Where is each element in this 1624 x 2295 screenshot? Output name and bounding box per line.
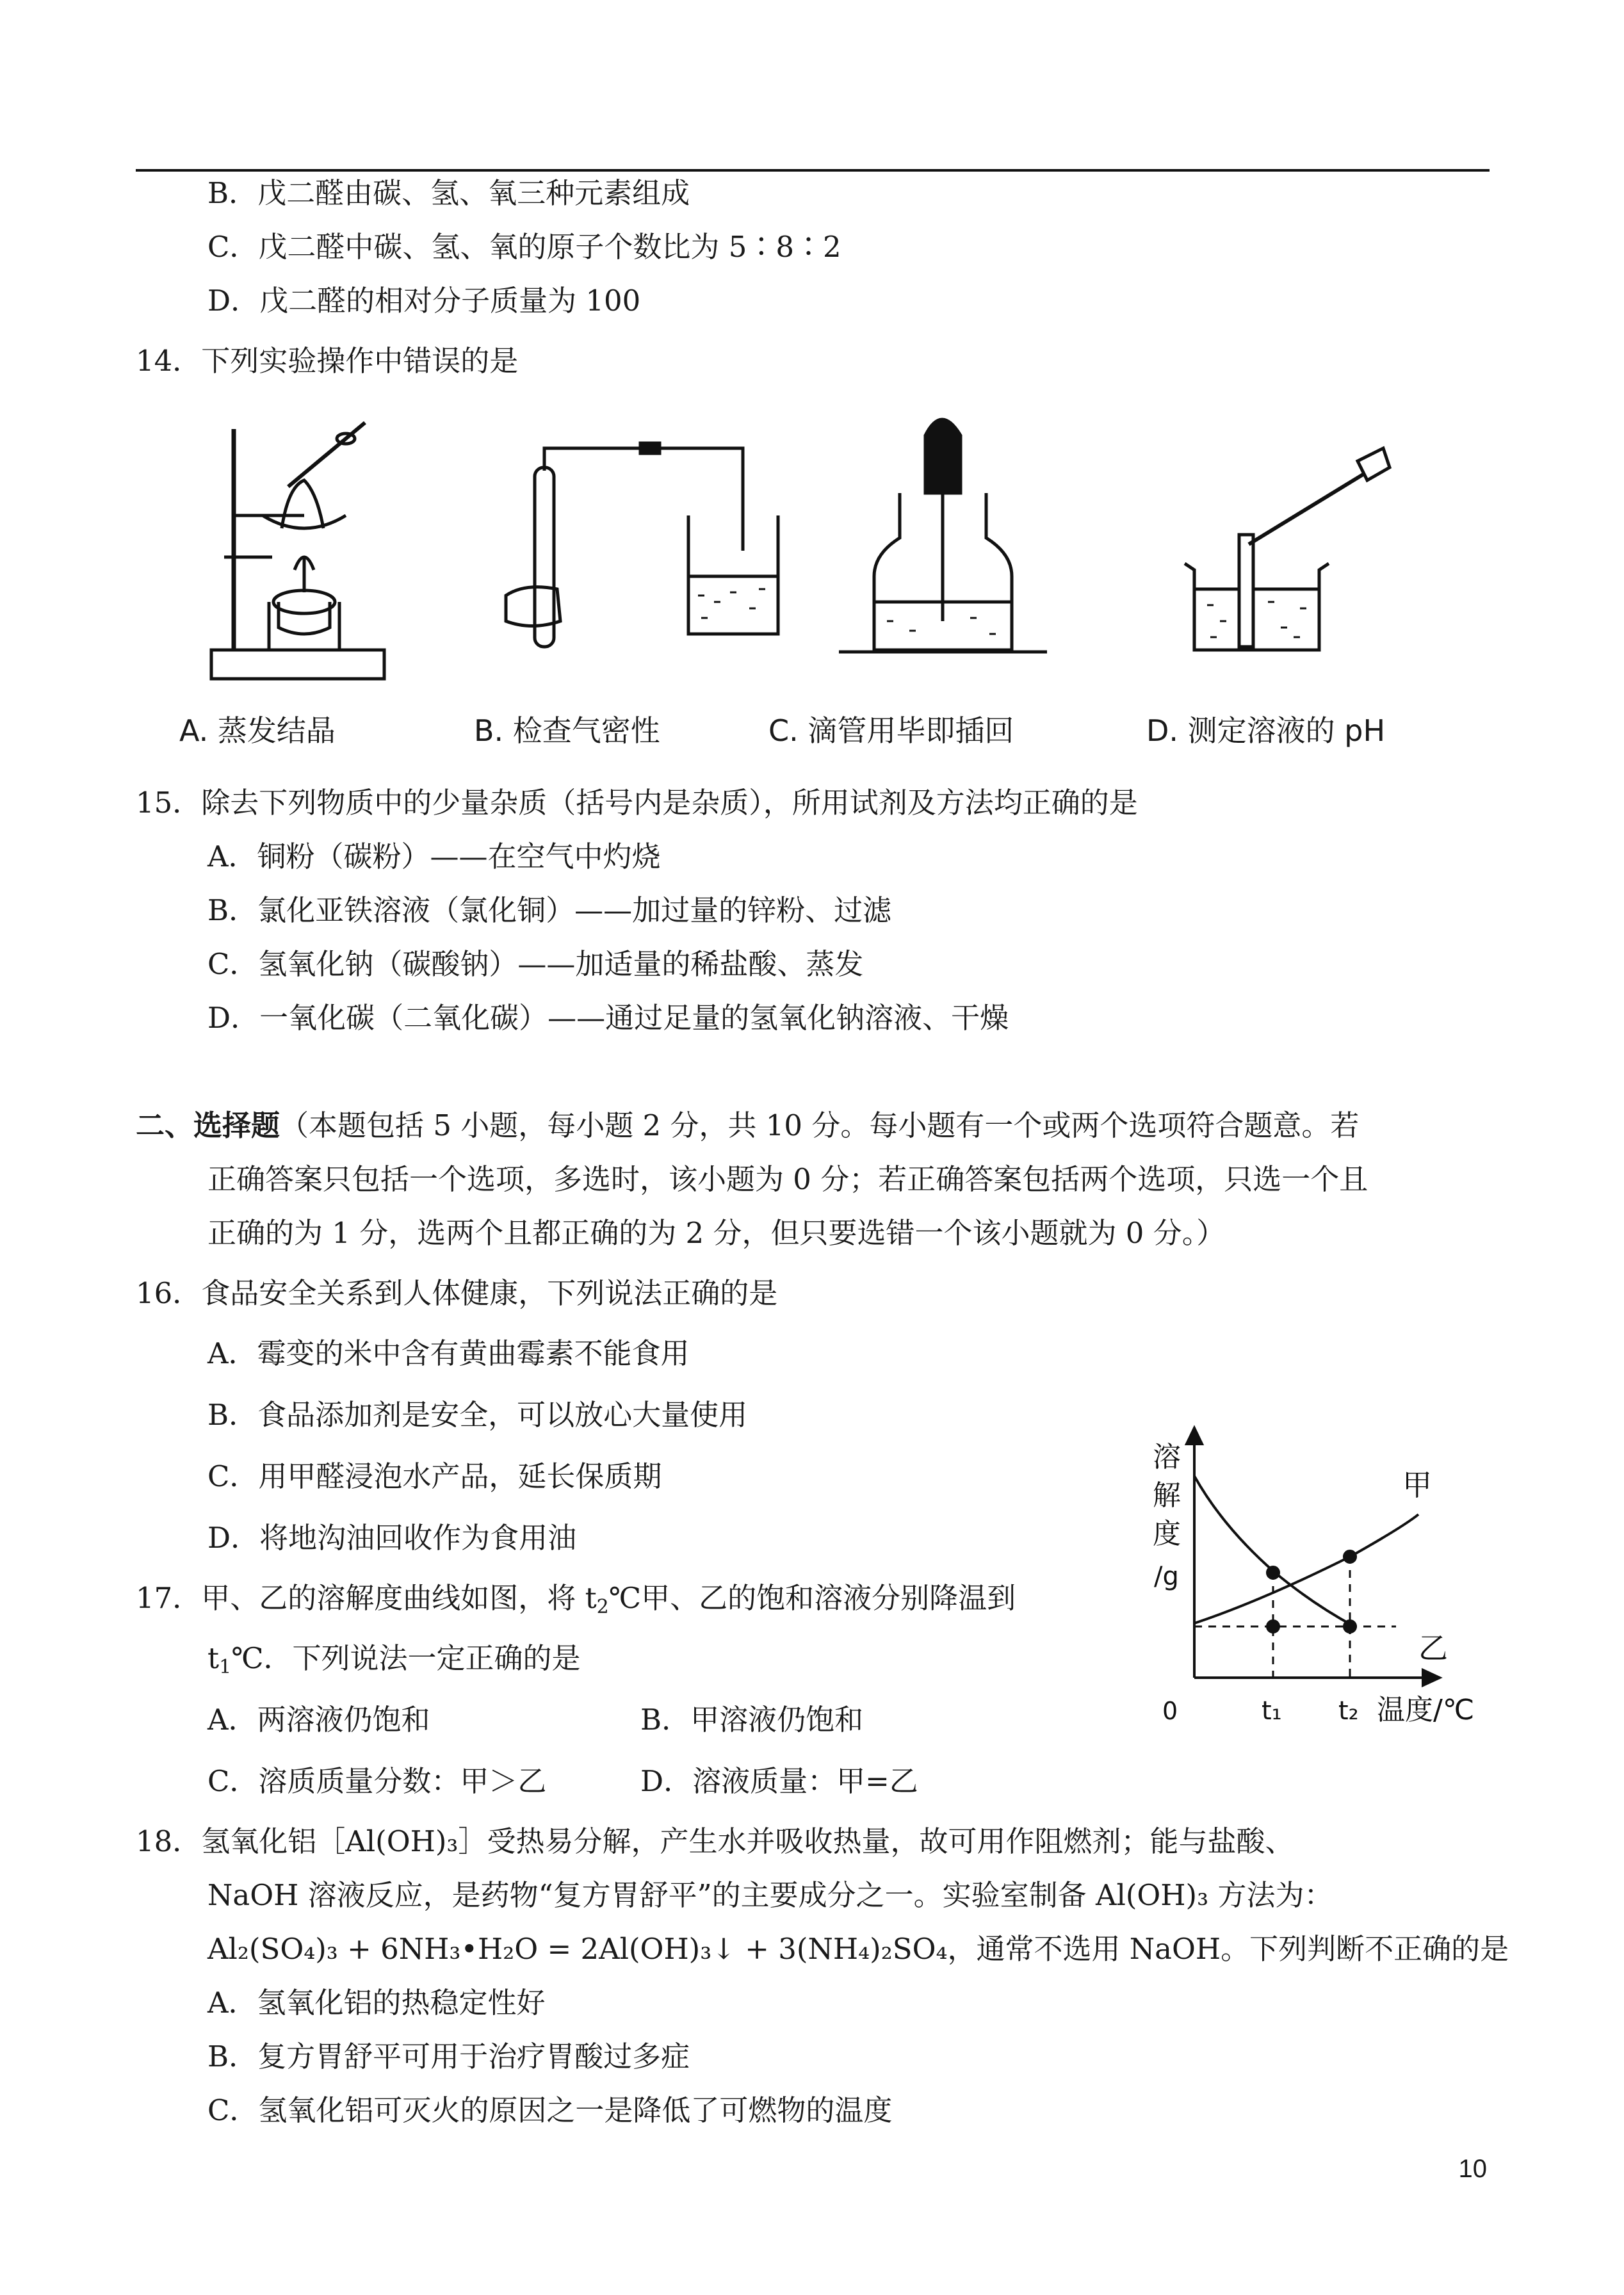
q16-option-a: A．霉变的米中含有黄曲霉素不能食用 bbox=[207, 1336, 690, 1370]
airtightness-apparatus-icon bbox=[506, 443, 778, 647]
q15-option-a: A．铜粉（碳粉）——在空气中灼烧 bbox=[207, 839, 661, 873]
q13-option-b: B．戊二醛由碳、氢、氧三种元素组成 bbox=[207, 176, 690, 210]
section-2-title: 二、选择题 bbox=[136, 1108, 280, 1142]
header-rule bbox=[136, 169, 1490, 172]
q14-stem: 14．下列实验操作中错误的是 bbox=[136, 344, 519, 378]
section-2-heading bbox=[136, 1107, 1359, 1145]
ph-test-beaker-icon bbox=[1185, 448, 1390, 650]
q17-stem-line2 bbox=[207, 1639, 581, 1678]
q18-stem-line1: 18．氢氧化铝［Al(OH)₃］受热易分解，产生水并吸收热量，故可用作阻燃剂；能与盐酸、 bbox=[136, 1824, 1294, 1858]
graph-xlabel: 温度/℃ bbox=[1377, 1694, 1475, 1726]
q15-option-c: C．氢氧化钠（碳酸钠）——加适量的稀盐酸、蒸发 bbox=[207, 947, 864, 981]
solubility-graph bbox=[1133, 1418, 1498, 1739]
section-2-instructions-2: 正确答案只包括一个选项，多选时，该小题为 0 分；若正确答案包括两个选项，只选一个且 bbox=[207, 1162, 1368, 1196]
graph-t1-label: t₁ bbox=[1262, 1696, 1282, 1726]
ylabel-char-3: 度 bbox=[1153, 1518, 1181, 1550]
curve-jia bbox=[1194, 1514, 1418, 1623]
q17-option-b: B．甲溶液仍饱和 bbox=[640, 1703, 864, 1737]
curve-yi-label: 乙 bbox=[1418, 1631, 1448, 1666]
graph-t2-label: t₂ bbox=[1338, 1696, 1359, 1726]
section-2-instructions-1: （本题包括 5 小题，每小题 2 分，共 10 分。每小题有一个或两个选项符合题意。若 bbox=[280, 1108, 1360, 1142]
ylabel-unit: /g bbox=[1154, 1562, 1179, 1591]
ylabel-char-2: 解 bbox=[1153, 1479, 1181, 1512]
q16-stem: 16．食品安全关系到人体健康，下列说法正确的是 bbox=[136, 1276, 778, 1310]
q14-apparatus-figure bbox=[192, 410, 1409, 711]
section-2-instructions-3: 正确的为 1 分，选两个且都正确的为 2 分，但只要选错一个该小题就为 0 分。） bbox=[207, 1216, 1226, 1250]
q17-option-d: D．溶液质量：甲=乙 bbox=[640, 1764, 918, 1798]
q16-option-b: B．食品添加剂是安全，可以放心大量使用 bbox=[207, 1398, 748, 1432]
q14-caption-a: A. 蒸发结晶 bbox=[179, 713, 336, 748]
q18-stem-line2: NaOH 溶液反应，是药物“复方胃舒平”的主要成分之一。实验室制备 Al(OH)₃ 方法为： bbox=[207, 1878, 1333, 1912]
page-number: 10 bbox=[1458, 2155, 1487, 2183]
q17-option-c: C．溶质质量分数：甲＞乙 bbox=[207, 1764, 547, 1798]
q18-option-c: C．氢氧化铝可灭火的原因之一是降低了可燃物的温度 bbox=[207, 2093, 893, 2127]
q17-line2-sub: 1 bbox=[219, 1656, 232, 1678]
q18-option-b: B．复方胃舒平可用于治疗胃酸过多症 bbox=[207, 2040, 690, 2073]
q17-line2-part2: ℃．下列说法一定正确的是 bbox=[231, 1641, 581, 1675]
q15-stem: 15．除去下列物质中的少量杂质（括号内是杂质），所用试剂及方法均正确的是 bbox=[136, 786, 1138, 820]
graph-origin: 0 bbox=[1162, 1697, 1178, 1725]
q13-option-c: C．戊二醛中碳、氢、氧的原子个数比为 5∶8∶2 bbox=[207, 230, 841, 264]
q17-stem-sub: 2 bbox=[596, 1596, 609, 1618]
evaporation-apparatus-icon bbox=[211, 423, 384, 679]
q17-option-a: A．两溶液仍饱和 bbox=[207, 1703, 430, 1737]
q17-line2-part1: t bbox=[207, 1641, 220, 1675]
q18-option-a: A．氢氧化铝的热稳定性好 bbox=[207, 1986, 546, 2020]
q17-stem-part2: ℃甲、乙的饱和溶液分别降温到 bbox=[608, 1581, 1016, 1615]
t1-point bbox=[1267, 1621, 1279, 1632]
q15-option-d: D．一氧化碳（二氧化碳）——通过足量的氢氧化钠溶液、干燥 bbox=[207, 1001, 1009, 1035]
q18-stem-line3: Al₂(SO₄)₃ + 6NH₃•H₂O = 2Al(OH)₃↓ + 3(NH₄)₂SO₄，通常不选用 NaOH。下列判断不正确的是 bbox=[207, 1932, 1509, 1966]
curve-jia-label: 甲 bbox=[1402, 1468, 1432, 1502]
intersection-point bbox=[1267, 1567, 1279, 1578]
jia-t2-point bbox=[1344, 1551, 1356, 1562]
q13-option-d: D．戊二醛的相对分子质量为 100 bbox=[207, 284, 641, 318]
q16-option-d: D．将地沟油回收作为食用油 bbox=[207, 1521, 577, 1555]
curve-yi bbox=[1194, 1476, 1354, 1626]
ylabel-char-1: 溶 bbox=[1153, 1441, 1181, 1473]
yi-t2-point bbox=[1344, 1621, 1356, 1632]
q14-caption-b: B. 检查气密性 bbox=[474, 713, 660, 748]
q14-caption-d: D. 测定溶液的 pH bbox=[1146, 713, 1386, 748]
q15-option-b: B．氯化亚铁溶液（氯化铜）——加过量的锌粉、过滤 bbox=[207, 893, 892, 927]
q17-stem-part1: 17．甲、乙的溶解度曲线如图，将 t bbox=[136, 1581, 597, 1615]
dropper-bottle-icon bbox=[839, 419, 1047, 652]
q16-option-c: C．用甲醛浸泡水产品，延长保质期 bbox=[207, 1459, 662, 1493]
q17-stem bbox=[136, 1579, 1016, 1618]
q14-caption-c: C. 滴管用毕即插回 bbox=[768, 713, 1014, 748]
